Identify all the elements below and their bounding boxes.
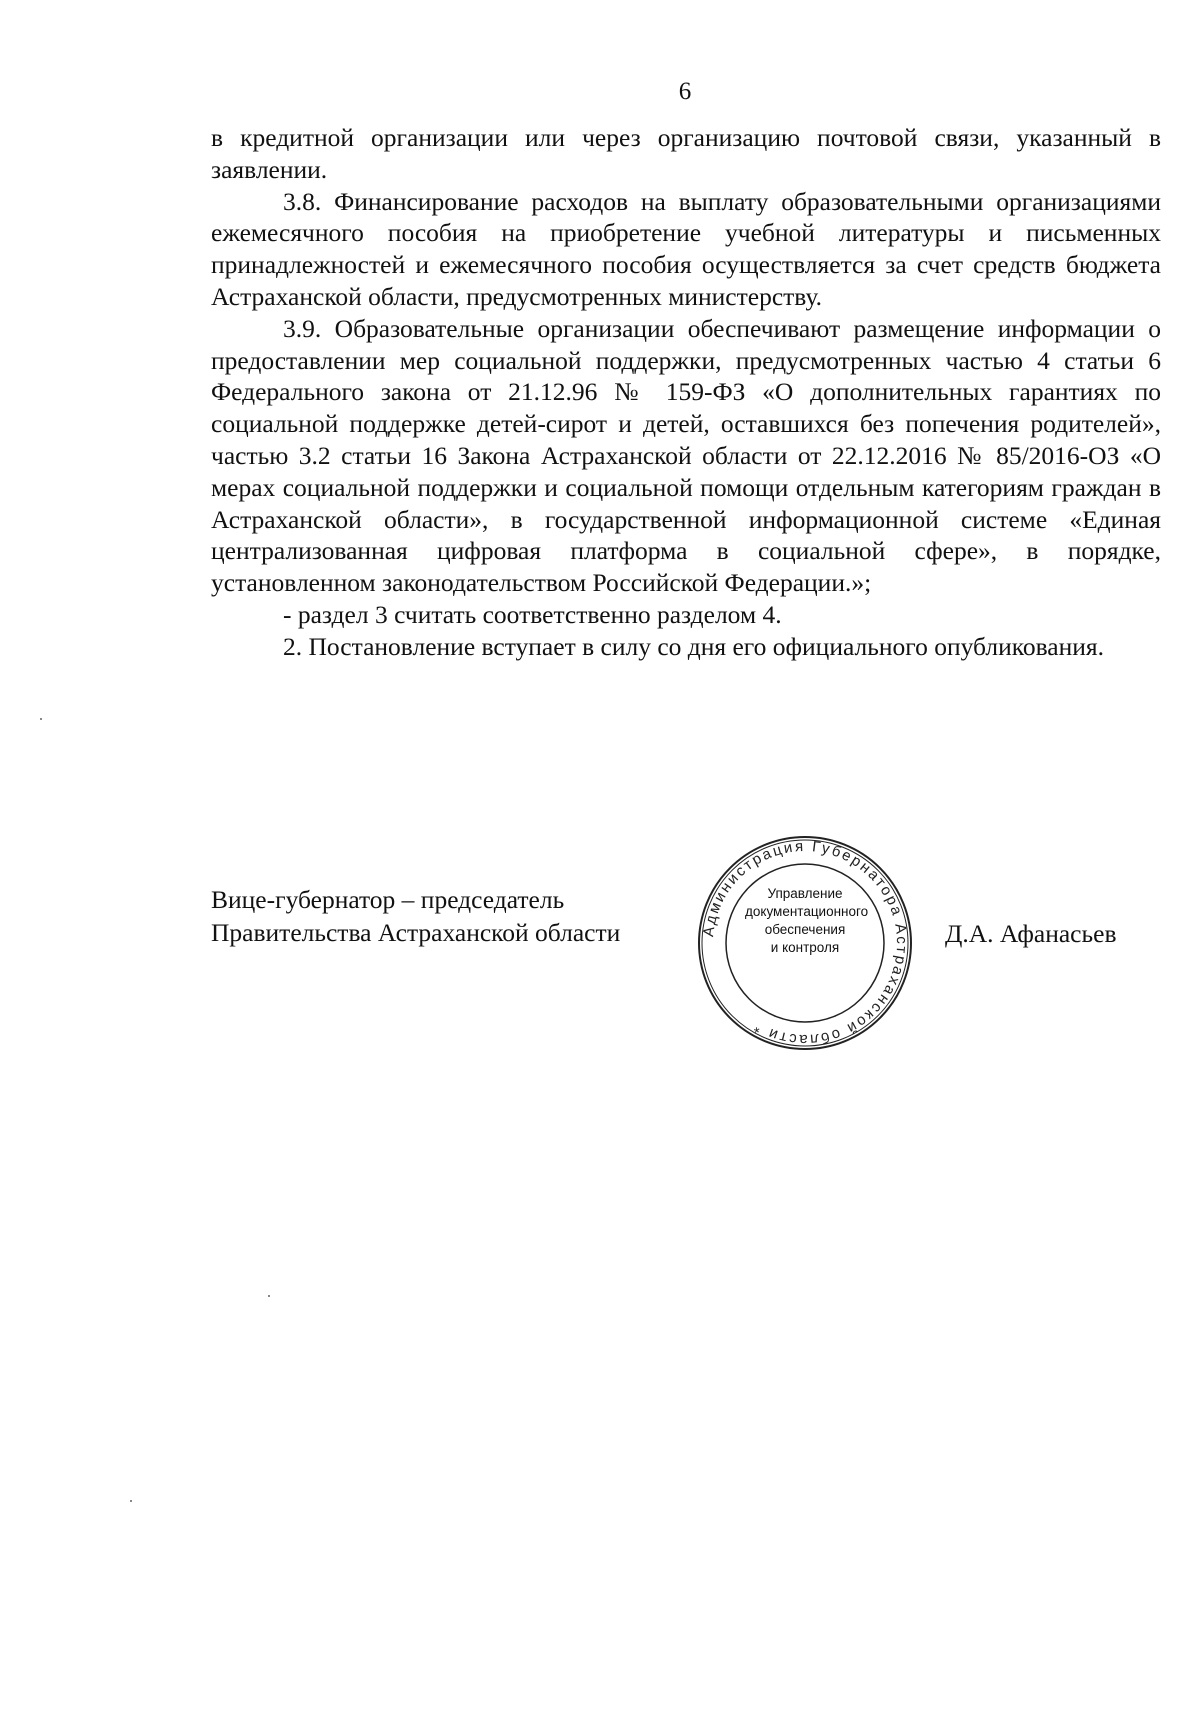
paragraph-section-renumber: - раздел 3 считать соответственно разделом 4. [283,599,782,629]
paragraph-continuation: в кредитной организации или через организацию почтовой связи, указанный в заявлении. [211,123,1161,184]
paragraph-3-8: 3.8. Финансирование расходов на выплату образовательными организациями ежемесячного пособия на приобретение учебной литературы и письменных принадлежностей и ежемесячного пособия осуществляется за счет средств бюджета Астраханской области, предусмотренных министерству. [211,186,1161,311]
seal-inner-text [745,885,869,957]
seal-inner-line: обеспечения [764,922,846,937]
scan-speck [268,1295,270,1297]
scan-speck [130,1500,132,1502]
scan-speck [40,718,42,720]
paragraph-effective-date: 2. Постановление вступает в силу со дня его официального опубликования. [283,631,1104,661]
signatory-position-line1: Вице-губернатор – председатель [211,885,565,914]
signatory-name: Д.А. Афанасьев [945,919,1117,948]
seal-inner-line: документационного [745,904,869,919]
paragraph-3-9: 3.9. Образовательные организации обеспечивают размещение информации о предоставлении мер социальной поддержки, предусмотренных частью 4 статьи 6 Федерального закона от 21.12.96 № 159-ФЗ «О дополнительных гарантиях по социальной поддержке детей-сирот и детей, оставшихся без попечения родителей», частью 3.2 статьи 16 Закона Астраханской области от 22.12.2016 № 85/2016-ОЗ «О мерах социальной поддержки и социальной помощи отдельным категориям граждан в Астраханской области», в государственной информационной системе «Единая централизованная цифровая платформа в социальной сфере», в порядке, установленном законодательством Российской Федерации.»; [211,313,1161,598]
signatory-position-line2: Правительства Астраханской области [211,918,621,947]
official-seal [695,833,915,1053]
page-number: 6 [678,78,692,105]
signatory-position [211,883,620,949]
seal-inner-line: и контроля [770,940,840,955]
document-body [211,122,1161,663]
seal-outer-text: Администрация Губернатора Астраханской области * [700,837,911,1049]
seal-inner-line: Управление [767,886,843,901]
